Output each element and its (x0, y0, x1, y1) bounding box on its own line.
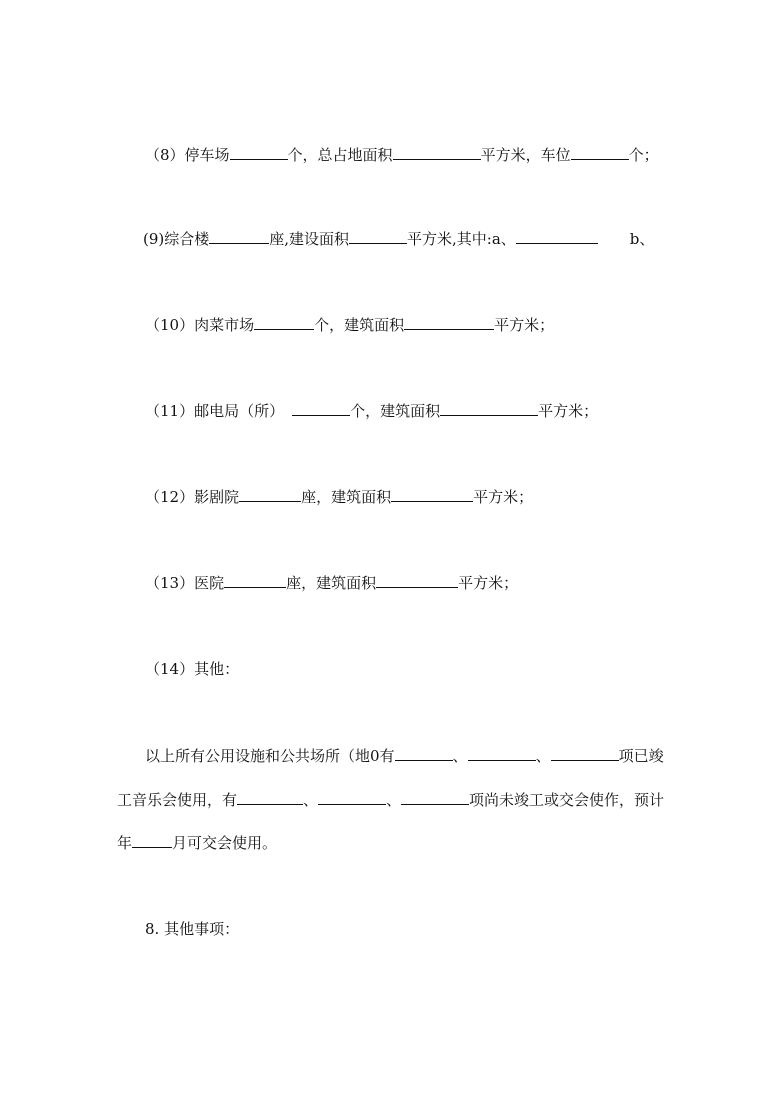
item-13-text-2: 平方米； (458, 574, 519, 592)
section-8-title (145, 919, 239, 939)
item-8-label: （8）停车场 (145, 146, 230, 164)
pending-blank-1[interactable] (237, 790, 303, 805)
item-10-text-2: 平方米； (494, 316, 555, 334)
completed-blank-3[interactable] (551, 746, 619, 761)
item-11-post-office (145, 401, 598, 421)
parking-count-blank[interactable] (230, 145, 288, 160)
item-8-text-1: 个，总占地面积 (287, 146, 393, 164)
separator: 、 (386, 791, 402, 809)
hospital-count-blank[interactable] (224, 573, 286, 588)
parking-spaces-blank[interactable] (571, 145, 629, 160)
complex-count-blank[interactable] (209, 229, 269, 244)
separator: 、 (452, 747, 468, 765)
item-9-text-3: b、 (629, 230, 655, 248)
item-11-label: （11）邮电局（所） (145, 402, 285, 420)
item-13-label: （13）医院 (145, 574, 225, 592)
complex-a-blank[interactable] (516, 229, 598, 244)
summary-text-2: 项已竣 (618, 747, 664, 765)
item-12-text-1: 座，建筑面积 (301, 488, 392, 506)
item-11-text-2: 平方米； (538, 402, 599, 420)
item-9-text-1: 座,建设面积 (269, 230, 350, 248)
item-14-label: （14）其他： (145, 660, 240, 678)
complex-area-blank[interactable] (349, 229, 407, 244)
summary-text-1: 以上所有公用设施和公共场所（地0有 (145, 747, 395, 765)
hospital-area-blank[interactable] (376, 573, 458, 588)
summary-text-3: 工音乐会使用，有 (117, 791, 238, 809)
item-13-text-1: 座，建筑面积 (286, 574, 377, 592)
post-count-blank[interactable] (292, 401, 350, 416)
market-count-blank[interactable] (254, 315, 314, 330)
item-12-theater (145, 487, 533, 507)
completed-blank-1[interactable] (395, 746, 453, 761)
item-8-text-2: 平方米，车位 (480, 146, 571, 164)
completed-blank-2[interactable] (468, 746, 536, 761)
summary-line-1 (145, 746, 664, 766)
item-12-text-2: 平方米； (473, 488, 534, 506)
item-8-text-3: 个； (628, 146, 659, 164)
item-12-label: （12）影剧院 (145, 488, 240, 506)
post-area-blank[interactable] (440, 401, 538, 416)
pending-blank-3[interactable] (401, 790, 469, 805)
separator: 、 (535, 747, 551, 765)
parking-area-blank[interactable] (393, 145, 481, 160)
separator: 、 (303, 791, 319, 809)
summary-text-4: 项尚未竣工或交会使作，预计 (469, 791, 665, 809)
theater-count-blank[interactable] (239, 487, 301, 502)
theater-area-blank[interactable] (391, 487, 473, 502)
month-blank[interactable] (132, 833, 172, 848)
item-10-label: （10）肉菜市场 (145, 316, 255, 334)
market-area-blank[interactable] (404, 315, 494, 330)
item-14-other (145, 659, 239, 679)
section-8-heading: 8. 其他事项： (145, 920, 240, 938)
summary-line-2 (117, 790, 664, 810)
item-9-label: (9)综合楼 (143, 230, 210, 248)
item-9-text-2: 平方米,其中:a、 (407, 230, 516, 248)
item-9-complex (143, 229, 654, 249)
summary-line-3 (117, 833, 277, 853)
summary-text-5: 年 (117, 834, 133, 852)
item-13-hospital (145, 573, 518, 593)
item-8-parking (145, 145, 659, 165)
pending-blank-2[interactable] (318, 790, 386, 805)
summary-text-6: 月可交会使用。 (172, 834, 278, 852)
item-11-text-1: 个，建筑面积 (350, 402, 441, 420)
item-10-market (145, 315, 554, 335)
item-10-text-1: 个，建筑面积 (314, 316, 405, 334)
